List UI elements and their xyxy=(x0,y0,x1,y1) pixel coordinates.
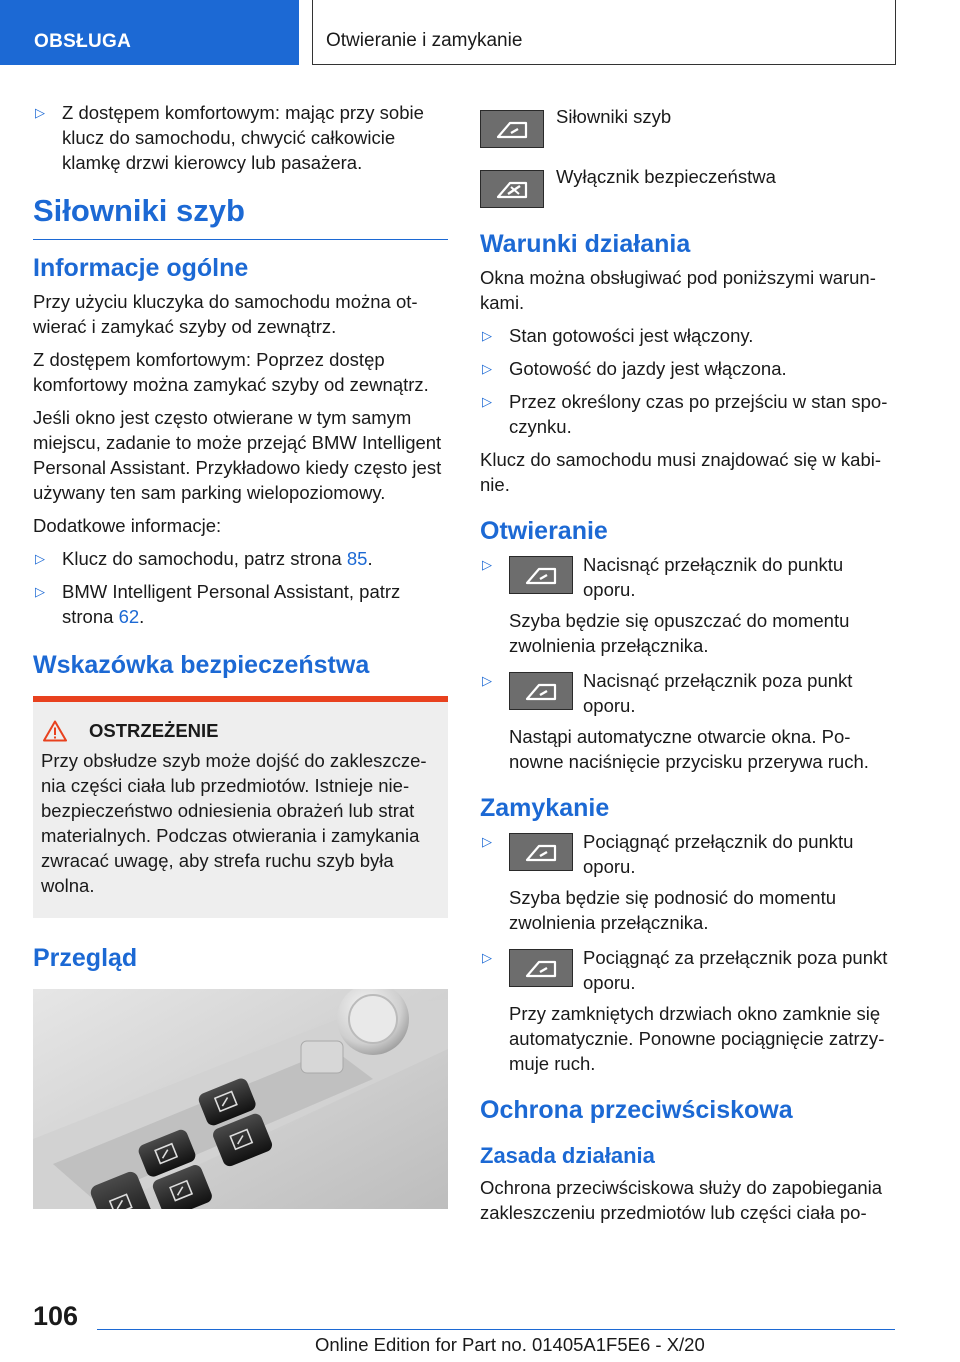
list-item xyxy=(480,323,895,348)
period: . xyxy=(367,548,373,569)
triangle-right-icon: ▷ xyxy=(482,361,492,376)
subheading-pinch-protection: Ochrona przeciwściskowa xyxy=(480,1096,793,1124)
legend-row-safety-switch xyxy=(480,166,895,208)
subheading-principle: Zasada działania xyxy=(480,1143,655,1168)
window-switch-icon xyxy=(509,949,573,987)
window-switch-icon xyxy=(509,672,573,710)
list-item-note: Przy zamkniętych drzwiach okno zamknie się automatycznie. Ponowne pociągnięcie zatrzymuje ruch. xyxy=(509,1003,885,1074)
paragraph: Jeśli okno jest często otwierane w tym samym miejscu, zadanie to może przejąć BMW Intelligent Personal Assistant. Przykładowo kiedy często jest używany ten sam parking wielopoziomowy. xyxy=(33,407,442,503)
section-heading-window-lifts: Siłowniki szyb xyxy=(33,193,448,240)
door-switch-panel-photo xyxy=(33,989,448,1209)
subheading-general-info: Informacje ogólne xyxy=(33,254,249,282)
header-section-tab: OBSŁUGA xyxy=(0,0,299,65)
list-item-text: Stan gotowości jest włączony. xyxy=(509,325,754,346)
legend-row-window-lifts xyxy=(480,106,895,148)
list-item-text: Pociągnąć przełącznik do punktu oporu. xyxy=(583,831,854,877)
warning-header xyxy=(41,720,440,742)
page-link-85[interactable]: 85 xyxy=(346,548,368,569)
subheading-closing: Zamykanie xyxy=(480,794,610,822)
footer-edition: Online Edition for Part no. 01405A1F5E6 - X/20 xyxy=(315,1334,705,1355)
subheading-overview: Przegląd xyxy=(33,944,138,972)
paragraph: Z dostępem komfortowym: Poprzez dostęp komfortowy można zamykać szyby od zewnątrz. xyxy=(33,349,429,395)
triangle-right-icon: ▷ xyxy=(35,105,45,120)
warning-box xyxy=(33,696,448,918)
paragraph: Okna można obsługiwać pod poniższymi warunkami. xyxy=(480,267,876,313)
subheading-conditions: Warunki działania xyxy=(480,230,691,258)
window-switch-icon xyxy=(509,556,573,594)
list-item-note: Szyba będzie się podnosić do momentu zwolnienia przełącznika. xyxy=(509,887,837,933)
window-switch-icon xyxy=(509,833,573,871)
door-switch-illustration xyxy=(33,989,448,1209)
triangle-right-icon: ▷ xyxy=(482,950,492,965)
legend-label: Siłowniki szyb xyxy=(556,106,672,127)
list-item xyxy=(480,945,895,1076)
left-column xyxy=(33,100,448,1209)
triangle-right-icon: ▷ xyxy=(482,394,492,409)
subheading-opening: Otwieranie xyxy=(480,517,608,545)
list-item-text: Pociągnąć za przełącznik poza punkt oporu. xyxy=(583,947,888,993)
list-item xyxy=(480,829,895,935)
triangle-right-icon: ▷ xyxy=(482,328,492,343)
list-item xyxy=(480,356,895,381)
triangle-right-icon: ▷ xyxy=(35,584,45,599)
list-item-text: Nacisnąć przełącznik do punktu oporu. xyxy=(583,554,844,600)
triangle-right-icon: ▷ xyxy=(482,557,492,572)
list-item-text: BMW Intelligent Personal Assistant, patrz strona xyxy=(62,581,401,627)
list-item xyxy=(33,546,448,571)
list-item-text: Klucz do samochodu, patrz strona xyxy=(62,548,347,569)
intro-bullet-text: Z dostępem komfortowym: mając przy sobie klucz do samochodu, chwycić całkowicie klamkę drzwi kierowcy lub pasażera. xyxy=(62,102,424,173)
list-item xyxy=(480,389,895,439)
triangle-right-icon: ▷ xyxy=(482,673,492,688)
warning-title: OSTRZEŻENIE xyxy=(89,720,219,741)
subheading-safety-note: Wskazówka bezpieczeństwa xyxy=(33,651,370,679)
paragraph: Dodatkowe informacje: xyxy=(33,515,222,536)
right-column xyxy=(480,100,895,1233)
legend-label: Wyłącznik bezpieczeństwa xyxy=(556,166,776,187)
paragraph: Ochrona przeciwściskowa służy do zapobiegania zakleszczeniu przedmiotów lub części ciała po- xyxy=(480,1177,883,1223)
window-switch-icon xyxy=(480,110,544,148)
paragraph: Przy użyciu kluczyka do samochodu można otwierać i zamykać szyby od zewnątrz. xyxy=(33,291,418,337)
window-safety-switch-icon xyxy=(480,170,544,208)
list-item-text: Nacisnąć przełącznik poza punkt oporu. xyxy=(583,670,853,716)
list-item-note: Szyba będzie się opuszczać do momentu zwolnienia przełącznika. xyxy=(509,610,850,656)
list-item xyxy=(480,552,895,658)
period: . xyxy=(139,606,145,627)
page-link-62[interactable]: 62 xyxy=(118,606,140,627)
triangle-right-icon: ▷ xyxy=(35,551,45,566)
page-number: 106 xyxy=(33,1301,79,1331)
list-item xyxy=(33,579,448,629)
warning-text: Przy obsłudze szyb może dojść do zakleszczenia części ciała lub przedmiotów. Istnieje niebezpieczeństwo odniesienia obrażeń lub strat materialnych. Podczas otwierania i zamykania zwracać uwagę, aby strefa ruchu szyb była wolna. xyxy=(41,750,427,896)
list-item-note: Nastąpi automatyczne otwarcie okna. Ponowne naciśnięcie przycisku przerywa ruch. xyxy=(509,726,869,772)
intro-bullet xyxy=(33,100,448,175)
footer-divider xyxy=(97,1329,895,1330)
header-chapter-title: Otwieranie i zamykanie xyxy=(312,0,896,65)
list-item xyxy=(480,668,895,774)
paragraph: Klucz do samochodu musi znajdować się w kabinie. xyxy=(480,449,882,495)
list-item-text: Przez określony czas po przejściu w stan spoczynku. xyxy=(509,391,888,437)
triangle-right-icon: ▷ xyxy=(482,834,492,849)
list-item-text: Gotowość do jazdy jest włączona. xyxy=(509,358,787,379)
warning-triangle-icon xyxy=(43,720,67,742)
